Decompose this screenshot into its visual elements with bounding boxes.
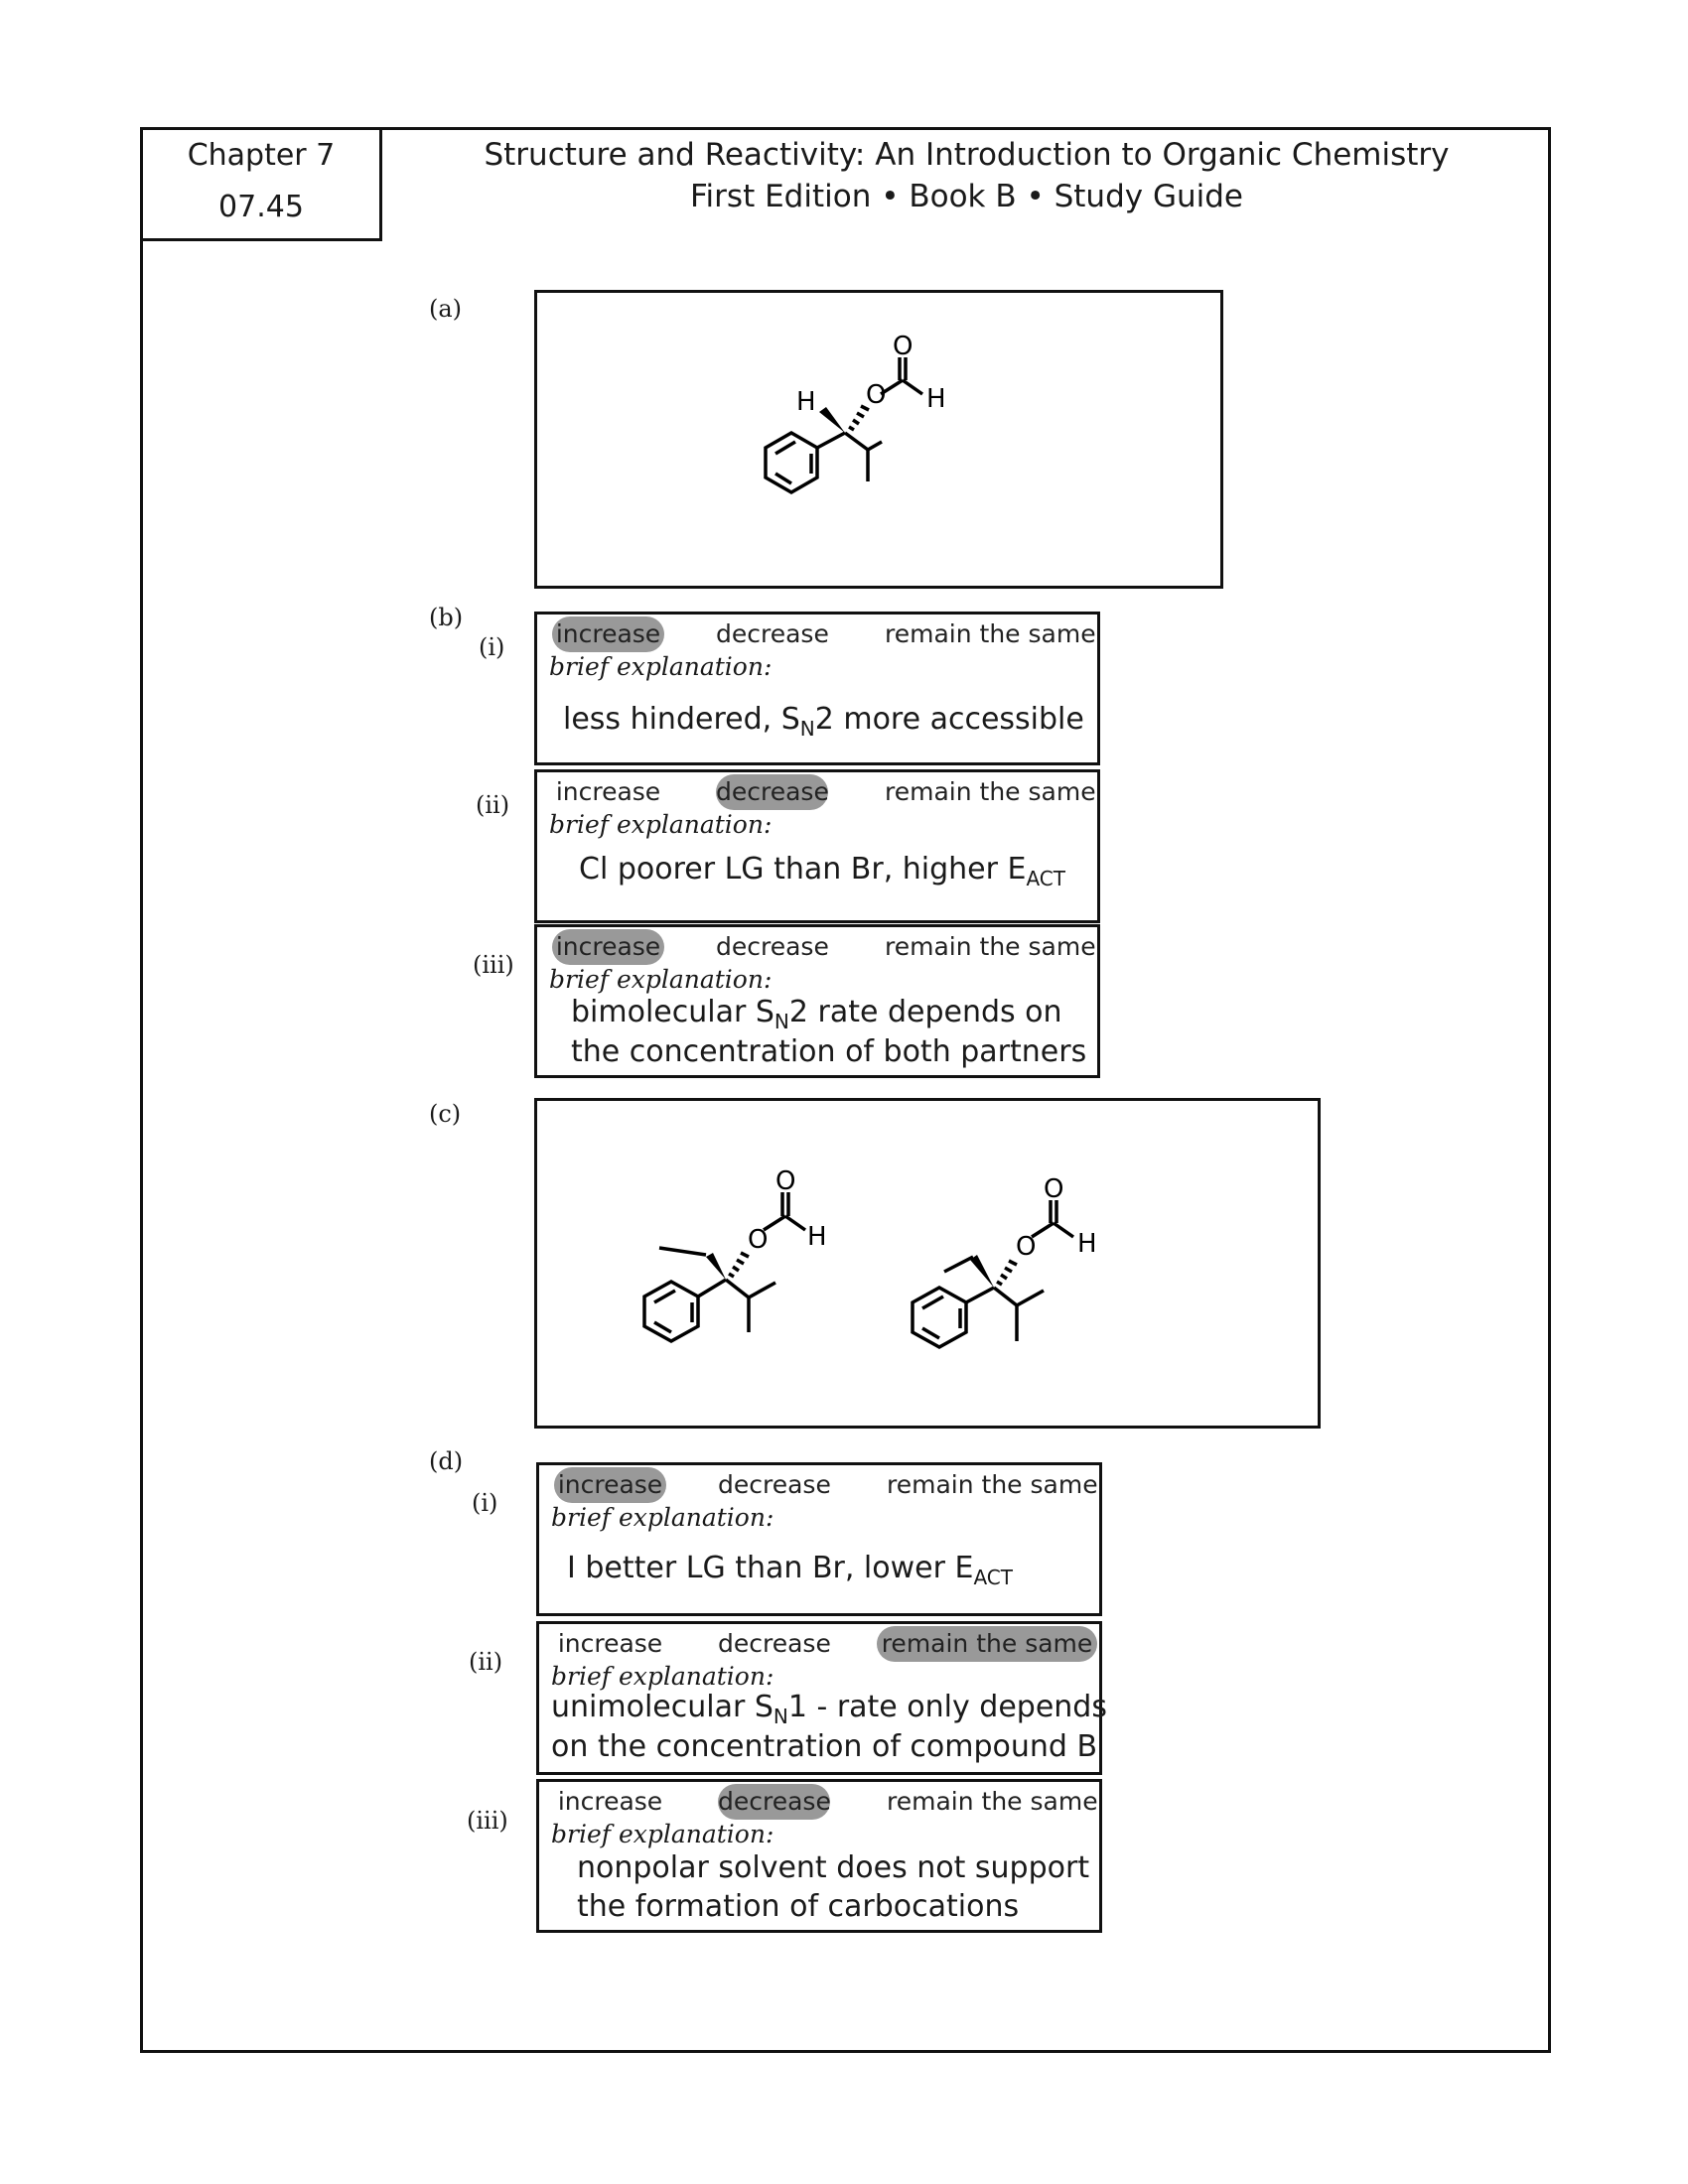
ring-double-bond (654, 1291, 675, 1302)
hydrogen-label: H (1077, 1229, 1097, 1259)
bond (1017, 1291, 1044, 1305)
hydrogen-label: H (926, 384, 946, 414)
bond (845, 433, 868, 450)
explanation-text: less hindered, $S_N2$ more accessible (563, 702, 1084, 741)
ester-enantiomer-1 (537, 1101, 1324, 1432)
ethyl-bond (659, 1248, 706, 1255)
hash-bond (1005, 1268, 1012, 1272)
option-decrease[interactable]: decrease (716, 932, 829, 961)
option-increase[interactable]: increase (552, 929, 664, 965)
explanation-text-line-1: nonpolar solvent does not support (577, 1850, 1090, 1885)
oxygen-label: O (1016, 1232, 1037, 1262)
answer-box-b-iii (534, 924, 1100, 1078)
oxygen-label: O (866, 380, 887, 410)
bond (994, 1288, 1017, 1305)
book-title (382, 134, 1551, 217)
part-d-i-label: (i) (472, 1489, 498, 1517)
hash-bond (733, 1267, 739, 1271)
option-decrease[interactable]: decrease (716, 774, 828, 810)
part-c-label: (c) (429, 1100, 462, 1128)
oxygen-label: O (748, 1225, 769, 1255)
title-line-2: First Edition • Book B • Study Guide (689, 179, 1243, 214)
hash-bond (849, 427, 854, 430)
chapter-label: Chapter 7 (187, 138, 336, 173)
part-c-structure-box (534, 1098, 1321, 1429)
oxygen-label: O (775, 1166, 796, 1196)
answer-box-b-i (534, 612, 1100, 765)
hash-bond (997, 1282, 1002, 1285)
bond (749, 1283, 775, 1297)
explanation-text: I better LG than Br, lower $E_{ACT}$ (567, 1551, 1013, 1589)
page-code: 07.45 (218, 190, 304, 224)
hash-bond (857, 413, 864, 417)
wedge-bond (970, 1255, 994, 1288)
option-increase[interactable]: increase (555, 777, 661, 806)
hash-bond (737, 1260, 744, 1264)
hash-bond (853, 420, 859, 424)
part-b-i-label: (i) (479, 633, 505, 661)
option-decrease[interactable]: decrease (718, 1470, 831, 1499)
option-decrease[interactable]: decrease (718, 1629, 831, 1658)
option-remain-the-same[interactable]: remain the same (885, 932, 1096, 961)
phenyl-ring (766, 433, 817, 492)
brief-explanation-label: brief explanation: (549, 965, 773, 994)
option-remain-the-same[interactable]: remain the same (885, 619, 1096, 648)
ethyl-bond (944, 1257, 973, 1272)
option-increase[interactable]: increase (557, 1629, 663, 1658)
part-b-label: (b) (429, 604, 464, 631)
brief-explanation-label: brief explanation: (551, 1503, 774, 1532)
part-d-iii-label: (iii) (467, 1807, 508, 1835)
hydrogen-label: H (807, 1222, 827, 1252)
ring-double-bond (922, 1297, 943, 1308)
ring-double-bond (775, 442, 795, 454)
chapter-box (140, 127, 382, 241)
brief-explanation-label: brief explanation: (549, 810, 773, 839)
explanation-text-line-1: bimolecular $S_N2$ rate depends on (571, 995, 1062, 1033)
wedge-bond (706, 1253, 726, 1280)
hash-bond (729, 1274, 734, 1277)
option-increase[interactable]: increase (552, 616, 664, 652)
part-b-ii-label: (ii) (476, 791, 510, 819)
explanation-text-line-2: the concentration of both partners (571, 1034, 1087, 1069)
option-decrease[interactable]: decrease (718, 1784, 830, 1820)
wedge-bond (819, 407, 845, 433)
option-decrease[interactable]: decrease (716, 619, 829, 648)
part-d-label: (d) (429, 1447, 464, 1475)
brief-explanation-label: brief explanation: (551, 1820, 774, 1848)
brief-explanation-label: brief explanation: (549, 652, 773, 681)
answer-box-d-i (536, 1462, 1102, 1616)
hydrogen-label: H (796, 387, 816, 417)
option-remain-the-same[interactable]: remain the same (887, 1470, 1098, 1499)
answer-box-d-ii (536, 1621, 1107, 1775)
ring-double-bond (922, 1328, 939, 1338)
bond (903, 380, 922, 394)
bond (726, 1280, 749, 1297)
title-line-1: Structure and Reactivity: An Introduction to Organic Chemistry (484, 137, 1450, 173)
explanation-text-line-2: the formation of carbocations (577, 1889, 1020, 1924)
bond (698, 1280, 726, 1297)
option-increase[interactable]: increase (557, 1787, 663, 1816)
explanation-text-line-1: unimolecular $S_N1$ - rate only depends (551, 1690, 1107, 1728)
part-a-structure-box (534, 290, 1223, 589)
explanation-text-line-2: on the concentration of compound B (551, 1729, 1098, 1764)
bond (817, 433, 845, 448)
oxygen-label: O (893, 332, 914, 361)
hash-bond (1001, 1275, 1007, 1279)
answer-box-d-iii (536, 1779, 1102, 1933)
part-a-label: (a) (429, 295, 463, 323)
bond (868, 442, 882, 450)
formate-ester-structure (537, 293, 1226, 592)
option-remain-the-same[interactable]: remain the same (887, 1787, 1098, 1816)
option-remain-the-same[interactable]: remain the same (877, 1626, 1097, 1662)
part-b-iii-label: (iii) (473, 951, 514, 979)
option-increase[interactable]: increase (554, 1467, 666, 1503)
ring-double-bond (775, 474, 791, 483)
part-d-ii-label: (ii) (469, 1648, 503, 1676)
explanation-text: Cl poorer LG than Br, higher $E_{ACT}$ (579, 852, 1065, 890)
answer-box-b-ii (534, 769, 1100, 923)
brief-explanation-label: brief explanation: (551, 1662, 774, 1691)
oxygen-label: O (1044, 1174, 1064, 1204)
bond (785, 1216, 805, 1230)
bond (966, 1288, 994, 1302)
ring-double-bond (654, 1322, 671, 1332)
bond (1054, 1223, 1073, 1237)
option-remain-the-same[interactable]: remain the same (885, 777, 1096, 806)
